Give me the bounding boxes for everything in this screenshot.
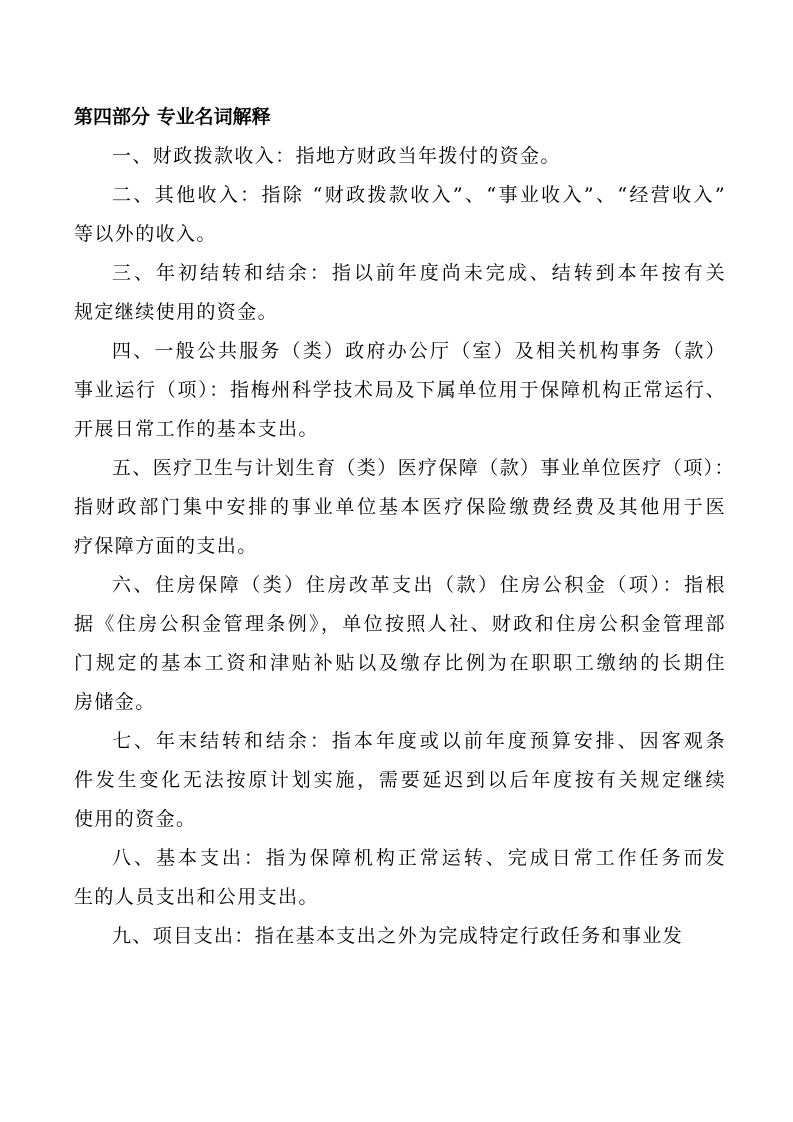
paragraph-line: 事业运行（项）：指梅州科学技术局及下属单位用于保障机构正常运行、 [74, 379, 726, 401]
paragraph-line: 房储金。 [74, 691, 156, 713]
paragraph-line: 生的人员支出和公用支出。 [74, 886, 319, 908]
definition-paragraph [74, 137, 726, 176]
definition-paragraph [74, 839, 726, 917]
paragraph-line: 据《住房公积金管理条例》，单位按照人社、财政和住房公积金管理部 [74, 613, 726, 635]
paragraph-line: 五、医疗卫生与计划生育（类）医疗保障（款）事业单位医疗（项）： [112, 457, 735, 479]
paragraph-line: 使用的资金。 [74, 808, 197, 830]
definition-paragraph [74, 254, 726, 332]
paragraph-line: 指财政部门集中安排的事业单位基本医疗保险缴费经费及其他用于医 [74, 496, 726, 518]
definition-paragraph [74, 449, 735, 566]
paragraph-line: 一、财政拨款收入：指地方财政当年拨付的资金。 [112, 145, 561, 167]
document-page [74, 98, 735, 956]
paragraph-line: 八、基本支出：指为保障机构正常运转、完成日常工作任务而发 [112, 847, 726, 869]
paragraph-line: 规定继续使用的资金。 [74, 301, 279, 323]
paragraph-line: 六、住房保障（类）住房改革支出（款）住房公积金（项）：指根 [112, 574, 726, 596]
section-title: 第四部分 专业名词解释 [74, 106, 271, 128]
paragraph-list [74, 137, 735, 956]
paragraph-line: 门规定的基本工资和津贴补贴以及缴存比例为在职职工缴纳的长期住 [74, 652, 726, 674]
paragraph-line: 三、年初结转和结余：指以前年度尚未完成、结转到本年按有关 [112, 262, 726, 284]
paragraph-line: 等以外的收入。 [74, 223, 217, 245]
paragraph-line: 四、一般公共服务（类）政府办公厅（室）及相关机构事务（款） [112, 340, 726, 362]
paragraph-line: 七、年末结转和结余：指本年度或以前年度预算安排、因客观条 [112, 730, 726, 752]
definition-paragraph [74, 176, 726, 254]
definition-paragraph [74, 722, 726, 839]
definition-paragraph [74, 332, 726, 449]
definition-paragraph [74, 917, 726, 956]
definition-paragraph [74, 566, 726, 722]
paragraph-line: 疗保障方面的支出。 [74, 535, 258, 557]
paragraph-line: 开展日常工作的基本支出。 [74, 418, 319, 440]
paragraph-line: 件发生变化无法按原计划实施，需要延迟到以后年度按有关规定继续 [74, 769, 726, 791]
paragraph-line: 二、其他收入：指除 “财政拨款收入”、“事业收入”、“经营收入” [112, 184, 726, 206]
paragraph-line: 九、项目支出：指在基本支出之外为完成特定行政任务和事业发 [112, 925, 684, 947]
